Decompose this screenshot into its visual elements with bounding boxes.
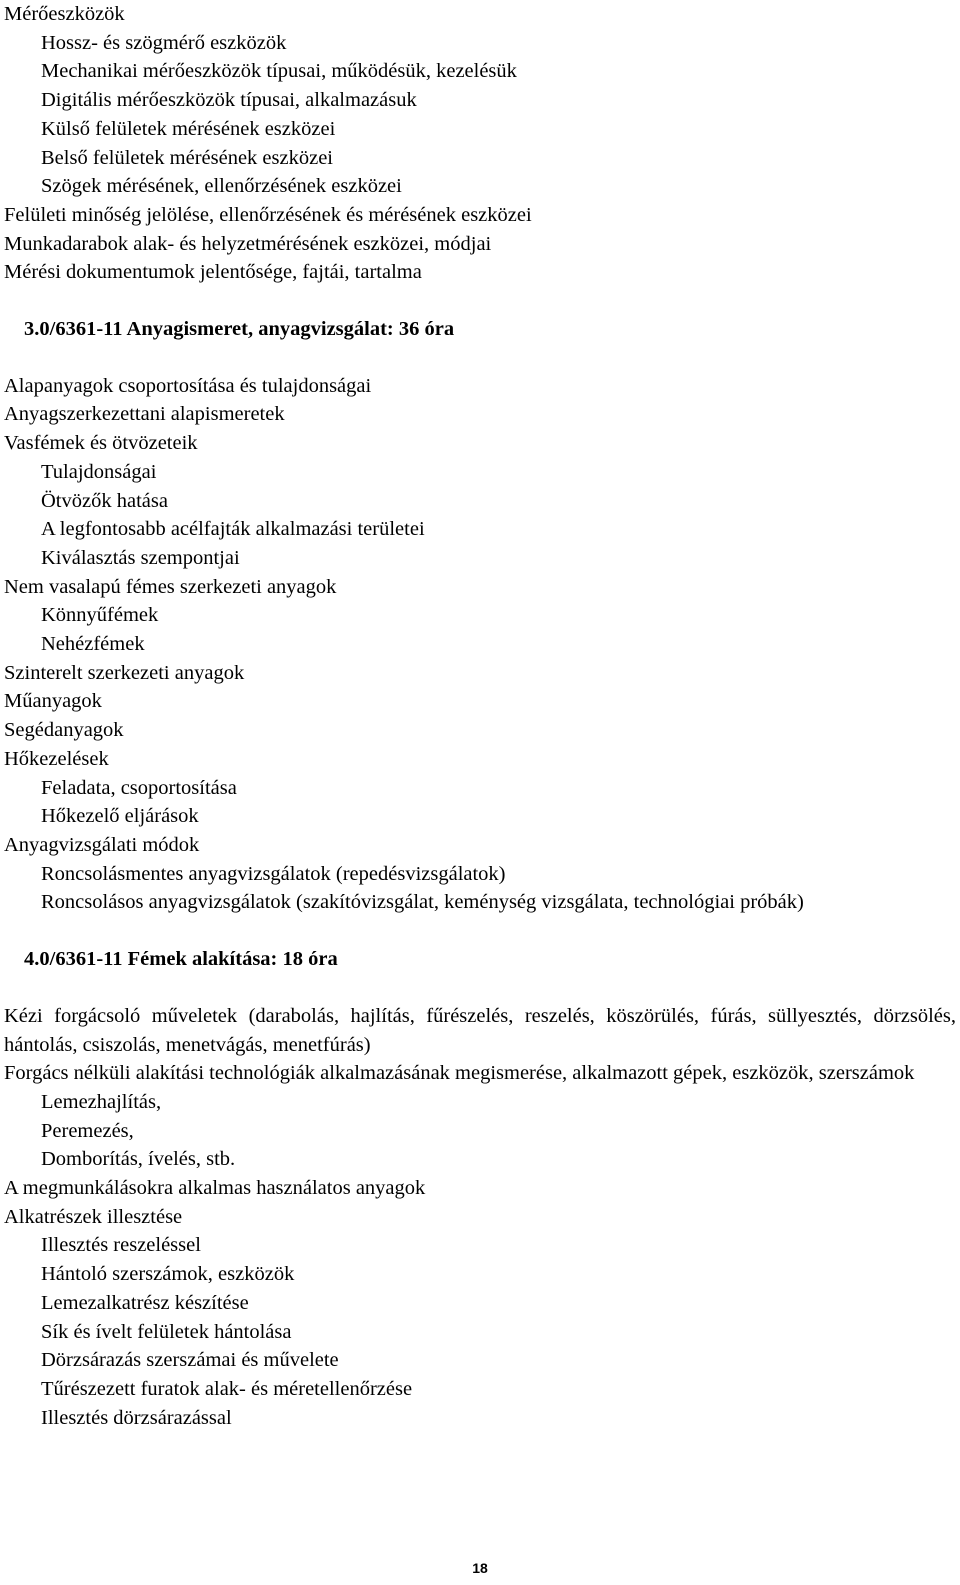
list-item: Mechanikai mérőeszközök típusai, működésük, kezelésük xyxy=(41,60,517,83)
list-item: Alapanyagok csoportosítása és tulajdonságai xyxy=(4,374,372,397)
paragraph: Forgács nélküli alakítási technológiák alkalmazásának megismerése, alkalmazott gépek, eszközök, szerszámok xyxy=(4,1062,915,1085)
list-item: Tűrészezett furatok alak- és méretellenőrzése xyxy=(41,1377,413,1400)
list-item: Vasfémek és ötvözeteik xyxy=(4,432,198,455)
list-item: Sík és ívelt felületek hántolása xyxy=(41,1320,292,1343)
list-item: A legfontosabb acélfajták alkalmazási területei xyxy=(41,518,425,541)
list-item: Kiválasztás szempontjai xyxy=(41,546,240,569)
list-item: Lemezhajlítás, xyxy=(41,1090,162,1113)
list-item: Digitális mérőeszközök típusai, alkalmazásuk xyxy=(41,89,417,112)
list-item: Anyagvizsgálati módok xyxy=(4,833,200,856)
list-item: Domborítás, ívelés, stb. xyxy=(41,1148,236,1171)
list-item: Ötvözők hatása xyxy=(41,489,168,512)
paragraph: Kézi forgácsoló műveletek (darabolás, hajlítás, fűrészelés, reszelés, köszörülés, fúrás, süllyesztés, dörzsölés, hántolás, csiszolás, menetvágás, menetfúrás) xyxy=(4,1004,956,1056)
list-item: Peremezés, xyxy=(41,1119,134,1142)
list-item: Munkadarabok alak- és helyzetmérésének eszközei, módjai xyxy=(4,232,492,255)
list-item: Feladata, csoportosítása xyxy=(41,776,237,799)
list-item: Mérési dokumentumok jelentősége, fajtái, tartalma xyxy=(4,261,422,284)
section-heading: 4.0/6361-11 Fémek alakítása: 18 óra xyxy=(24,948,338,971)
list-item: Műanyagok xyxy=(4,690,102,713)
list-item: Hántoló szerszámok, eszközök xyxy=(41,1263,295,1286)
list-item: Belső felületek mérésének eszközei xyxy=(41,146,333,169)
list-item: Alkatrészek illesztése xyxy=(4,1205,183,1228)
list-item: Anyagszerkezettani alapismeretek xyxy=(4,403,285,426)
list-item: Nem vasalapú fémes szerkezeti anyagok xyxy=(4,575,337,598)
list-item: Szinterelt szerkezeti anyagok xyxy=(4,661,245,684)
page-number: 18 xyxy=(472,1560,488,1576)
list-item: Hőkezelő eljárások xyxy=(41,805,199,828)
list-item: Segédanyagok xyxy=(4,719,124,742)
list-item: Roncsolásmentes anyagvizsgálatok (repedésvizsgálatok) xyxy=(41,862,506,885)
list-item: Hőkezelések xyxy=(4,747,109,770)
list-item: Illesztés dörzsárazással xyxy=(41,1406,232,1429)
list-item: Tulajdonságai xyxy=(41,460,157,483)
document-page xyxy=(4,0,956,1432)
list-item: A megmunkálásokra alkalmas használatos anyagok xyxy=(4,1177,426,1200)
list-item: Dörzsárazás szerszámai és művelete xyxy=(41,1349,339,1372)
list-item: Illesztés reszeléssel xyxy=(41,1234,201,1257)
list-item: Felületi minőség jelölése, ellenőrzésének és mérésének eszközei xyxy=(4,203,532,226)
list-item: Könnyűfémek xyxy=(41,604,159,627)
section-heading: 3.0/6361-11 Anyagismeret, anyagvizsgálat: 36 óra xyxy=(24,318,455,341)
list-item: Roncsolásos anyagvizsgálatok (szakítóvizsgálat, keménység vizsgálata, technológiai próbák) xyxy=(41,891,804,914)
list-item: Hossz- és szögmérő eszközök xyxy=(41,31,287,54)
section-title: Mérőeszközök xyxy=(4,3,125,25)
list-item: Külső felületek mérésének eszközei xyxy=(41,117,336,140)
list-item: Nehézfémek xyxy=(41,633,145,656)
list-item: Lemezalkatrész készítése xyxy=(41,1291,249,1314)
list-item: Szögek mérésének, ellenőrzésének eszközei xyxy=(41,175,402,198)
